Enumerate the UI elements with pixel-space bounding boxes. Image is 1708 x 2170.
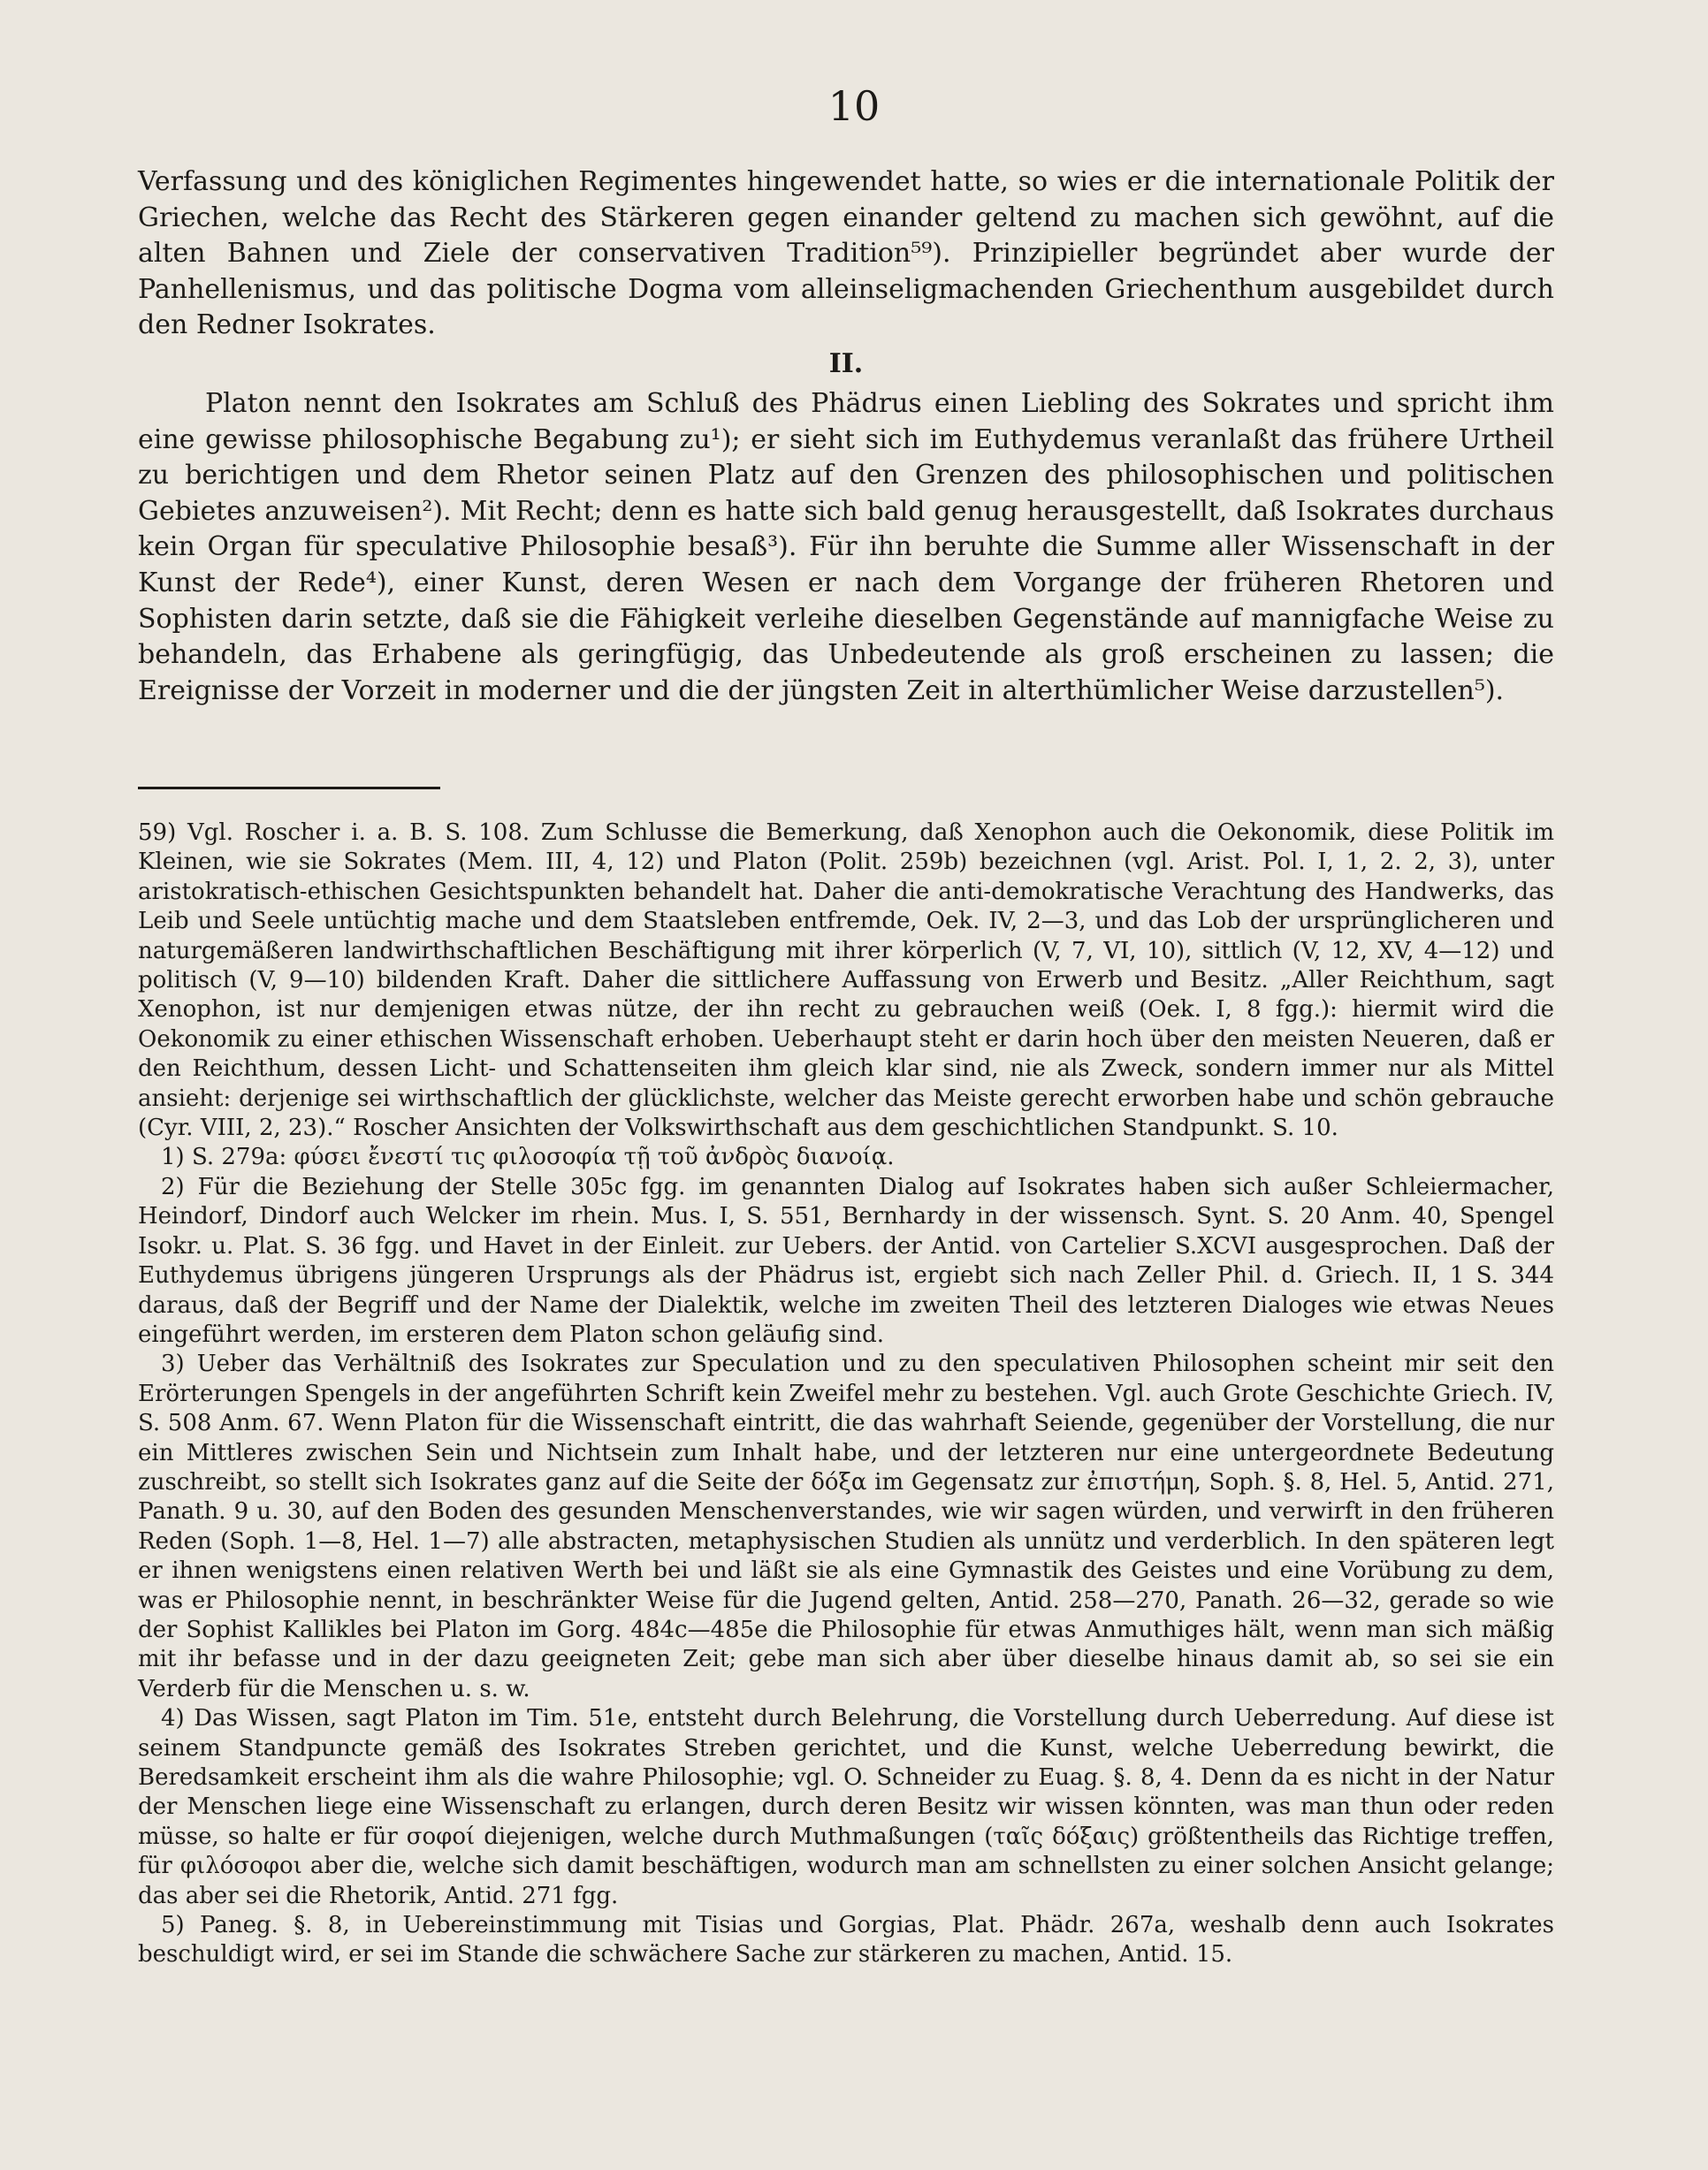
footnote-2: 2) Für die Beziehung der Stelle 305c fgg. im genannten Dialog auf Isokrates haben sich außer Schleiermacher, Heindorf, Dindorf auch Welcker im rhein. Mus. I, S. 551, Bernhardy in der wissensch. Synt. S. 20 Anm. 40, Spengel Isokr. u. Plat. S. 36 fgg. und Havet in der Einleit. zur Uebers. der Antid. von Cartelier S.XCVI ausgesprochen. Daß der Euthydemus übrigens jüngeren Ursprungs als der Phädrus ist, ergiebt sich nach Zeller Phil. d. Griech. II, 1 S. 344 daraus, daß der Begriff und der Name der Dialektik, welche im zweiten Theil des letzteren Dialoges wie etwas Neues eingeführt werden, im ersteren dem Platon schon geläufig sind. — [138, 1173, 1554, 1348]
section-heading: II. — [828, 347, 864, 379]
main-body-text — [138, 164, 1554, 709]
footnote-5: 5) Paneg. §. 8, in Uebereinstimmung mit Tisias und Gorgias, Plat. Phädr. 267a, weshalb denn auch Isokrates beschuldigt wird, er sei im Stande die schwächere Sache zur stärkeren zu machen, Antid. 15. — [138, 1912, 1554, 1968]
paragraph-isokrates: Platon nennt den Isokrates am Schluß des Phädrus einen Liebling des Sokrates und spricht ihm eine gewisse philosophische Begabung zu¹); er sieht sich im Euthydemus veranlaßt das frühere Urtheil zu berichtigen und dem Rhetor seinen Platz auf den Grenzen des philosophischen und politischen Gebietes anzuweisen²). Mit Recht; denn es hatte sich bald genug herausgestellt, daß Isokrates durchaus kein Organ für speculative Philosophie besaß³). Für ihn beruhte die Summe aller Wissenschaft in der Kunst der Rede⁴), einer Kunst, deren Wesen er nach dem Vorgange der früheren Rhetoren und Sophisten darin setzte, daß sie die Fähigkeit verleihe dieselben Gegenstände auf mannigfache Weise zu behandeln, das Erhabene als geringfügig, das Unbedeutende als groß erscheinen zu lassen; die Ereignisse der Vorzeit in moderner und die der jüngsten Zeit in alterthümlicher Weise darzustellen⁵). — [138, 387, 1554, 706]
footnotes — [138, 819, 1554, 1970]
footnote-4: 4) Das Wissen, sagt Platon im Tim. 51e, entsteht durch Belehrung, die Vorstellung durch Ueberredung. Auf diese ist seinem Standpuncte gemäß des Isokrates Streben gerichtet, und die Kunst, welche Ueberredung bewirkt, die Beredsamkeit erscheint ihm als die wahre Philosophie; vgl. O. Schneider zu Euag. §. 8, 4. Denn da es nicht in der Natur der Menschen liege eine Wissenschaft zu erlangen, durch deren Besitz wir wissen könnten, was man thun oder reden müsse, so halte er für σοφοί diejenigen, welche durch Muthmaßungen (ταῖς δόξαις) größtentheils das Richtige treffen, für φιλόσοφοι aber die, welche sich damit beschäftigen, wodurch man am schnellsten zu einer solchen Ansicht gelange; das aber sei die Rhetorik, Antid. 271 fgg. — [138, 1705, 1554, 1909]
footnote-3: 3) Ueber das Verhältniß des Isokrates zur Speculation und zu den speculativen Philosophen scheint mir seit den Erörterungen Spengels in der angeführten Schrift kein Zweifel mehr zu bestehen. Vgl. auch Grote Geschichte Griech. IV, S. 508 Anm. 67. Wenn Platon für die Wissenschaft eintritt, die das wahrhaft Seiende, gegenüber der Vorstellung, die nur ein Mittleres zwischen Sein und Nichtsein zum Inhalt habe, und der letzteren nur eine untergeordnete Bedeutung zuschreibt, so stellt sich Isokrates ganz auf die Seite der δόξα im Gegensatz zur ἐπιστήμη, Soph. §. 8, Hel. 5, Antid. 271, Panath. 9 u. 30, auf den Boden des gesunden Menschenverstandes, wie wir sagen würden, und verwirft in den früheren Reden (Soph. 1—8, Hel. 1—7) alle abstracten, metaphysischen Studien als unnütz und verderblich. In den späteren legt er ihnen wenigstens einen relativen Werth bei und läßt sie als eine Gymnastik des Geistes und eine Vorübung zu dem, was er Philosophie nennt, in beschränkter Weise für die Jugend gelten, Antid. 258—270, Panath. 26—32, gerade so wie der Sophist Kallikles bei Platon im Gorg. 484c—485e die Philosophie für etwas Anmuthiges hält, wenn man sich mäßig mit ihr befasse und in der dazu geeigneten Zeit; gebe man sich aber über dieselbe hinaus damit ab, so sei sie ein Verderb für die Menschen u. s. w. — [138, 1351, 1554, 1702]
page-number: 10 — [827, 82, 881, 130]
footnote-1: 1) S. 279a: φύσει ἔνεστί τις φιλοσοφία τῇ τοῦ ἀνδρὸς διανοίᾳ. — [161, 1144, 895, 1171]
footnote-divider — [138, 787, 440, 789]
paragraph-continuation: Verfassung und des königlichen Regimentes hingewendet hatte, so wies er die internationale Politik der Griechen, welche das Recht des Stärkeren gegen einander geltend zu machen sich gewöhnt, auf die alten Bahnen und Ziele der conservativen Tradition⁵⁹). Prinzipieller begründet aber wurde der Panhellenismus, und das politische Dogma vom alleinseligmachenden Griechenthum ausgebildet durch den Redner Isokrates. — [138, 166, 1554, 341]
footnote-59: 59) Vgl. Roscher i. a. B. S. 108. Zum Schlusse die Bemerkung, daß Xenophon auch die Oekonomik, diese Politik im Kleinen, wie sie Sokrates (Mem. III, 4, 12) und Platon (Polit. 259b) bezeichnen (vgl. Arist. Pol. I, 1, 2. 2, 3), unter aristokratisch-ethischen Gesichtspunkten behandelt hat. Daher die anti-demokratische Verachtung des Handwerks, das Leib und Seele untüchtig mache und dem Staatsleben entfremde, Oek. IV, 2—3, und das Lob der ursprünglicheren und naturgemäßeren landwirthschaftlichen Beschäftigung mit ihrer körperlich (V, 7, VI, 10), sittlich (V, 12, XV, 4—12) und politisch (V, 9—10) bildenden Kraft. Daher die sittlichere Auffassung von Erwerb und Besitz. „Aller Reichthum, sagt Xenophon, ist nur demjenigen etwas nütze, der ihn recht zu gebrauchen weiß (Oek. I, 8 fgg.): hiermit wird die Oekonomik zu einer ethischen Wissenschaft erhoben. Ueberhaupt steht er darin hoch über den meisten Neueren, daß er den Reichthum, dessen Licht- und Schattenseiten ihm gleich klar sind, nie als Zweck, sondern immer nur als Mittel ansieht: derjenige sei wirthschaftlich der glücklichste, welcher das Meiste gerecht erworben habe und schön gebrauche (Cyr. VIII, 2, 23).“ Roscher Ansichten der Volkswirthschaft aus dem geschichtlichen Standpunkt. S. 10. — [138, 819, 1554, 1142]
